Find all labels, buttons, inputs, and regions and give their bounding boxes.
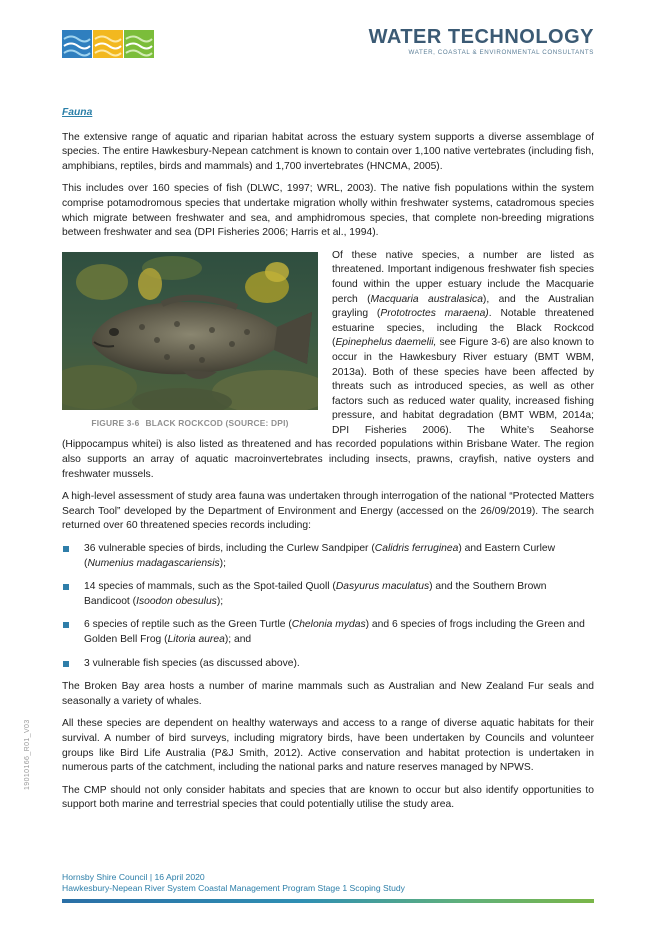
figure-caption (62, 416, 318, 431)
document-code: 19010166_R01_V03 (24, 719, 31, 790)
threatened-species-list (62, 542, 594, 671)
text-run: Of these native species, a number are listed as threatened. Important indigenous freshwater fish species found within the upper estuary include the Macquarie perch ( (332, 249, 594, 305)
paragraph-fish: This includes over 160 species of fish (DLWC, 1997; WRL, 2003). The native fish populations within the system comprise potamodromous species that undertake migration wholly within freshwater systems, catadromous species which migrate between freshwater and sea, and amphidromous species, that complete non-breeding migrations between freshwater and sea (DPI Fisheries 2006; Harris et al., 1994). (62, 183, 594, 239)
text-run: 6 species of reptile such as the Green Turtle ( (84, 619, 292, 631)
bullet-square-icon (63, 546, 69, 552)
species-name: Dasyurus maculatus (335, 581, 430, 593)
species-name: Macquaria australasica (370, 293, 483, 305)
brand-name: WATER TECHNOLOGY (368, 26, 594, 48)
figure-black-rockcod (62, 252, 318, 431)
main-content (62, 106, 594, 821)
footer-line-2: Hawkesbury-Nepean River System Coastal Management Program Stage 1 Scoping Study (62, 883, 405, 893)
text-run: ) and 6 species of frogs including the Green and Golden Bell Frog ( (84, 619, 585, 645)
black-rockcod-photo (62, 252, 318, 410)
list-item (62, 618, 594, 647)
species-name: Calidris ferruginea (374, 543, 459, 555)
paragraph-broken-bay: The Broken Bay area hosts a number of marine mammals such as Australian and New Zealand Fur seals and seasonally a variety of whales. (62, 681, 594, 707)
paragraph-assessment: A high-level assessment of study area fauna was undertaken through interrogation of the national “Protected Matters Search Tool” developed by the Department of Environment and Energy (accessed on the 26/09/2019). The search returned over 60 threatened species records including: (62, 491, 594, 532)
text-run: ); (216, 595, 224, 607)
text-run: ) and Eastern Curlew ( (84, 543, 556, 569)
species-name: Numenius madagascariensis (87, 557, 220, 569)
brand-tagline: WATER, COASTAL & ENVIRONMENTAL CONSULTANTS (408, 49, 594, 56)
species-name: Prototroctes maraena) (380, 308, 489, 320)
text-run: 3 vulnerable fish species (as discussed above). (84, 657, 300, 669)
text-run: . Notable threatened estuarine species, including the Black Rockcod ( (332, 308, 594, 349)
brand-block (369, 26, 594, 56)
footer-line-1: Hornsby Shire Council | 16 April 2020 (62, 872, 205, 882)
species-name: Chelonia mydas (291, 619, 366, 631)
text-run: ) and the Southern Brown Bandicoot ( (84, 581, 547, 607)
list-item (62, 542, 594, 571)
paragraph-cmp: The CMP should not only consider habitats and species that are known to occur but also identify opportunities to support both marine and terrestrial species that could potentially utilise the study area. (62, 784, 594, 811)
text-run: 36 vulnerable species of birds, including the Curlew Sandpiper ( (84, 543, 375, 555)
company-logo-graphic (62, 30, 154, 58)
paragraph-intro: The extensive range of aquatic and riparian habitat across the estuary system supports a diverse assemblage of species. The entire Hawkesbury-Nepean catchment is known to contain over 1,100 native vertebrates (including fish, amphibians, reptiles, birds and mammals) and 1,700 invertebrates (HNCMA, 2005). (62, 131, 594, 172)
species-name: Isoodon obesulus (136, 595, 217, 607)
list-item (62, 657, 594, 672)
text-run: ); and (224, 634, 252, 645)
page-footer (62, 872, 405, 894)
bullet-square-icon (63, 622, 69, 628)
paragraph-habitats: All these species are dependent on healthy waterways and access to a range of diverse aquatic habitats for their survival. A number of bird surveys, including migratory birds, have been undertaken by Councils and volunteer groups like Bird Life Australia (P&J Smith, 2012). Active conservation and habitat protection is undertaken in numerous parts of the catchment, including the national parks and nature reserves managed by NPWS. (62, 718, 594, 774)
species-name: Litoria aurea (167, 634, 225, 645)
text-run: 14 species of mammals, such as the Spot-tailed Quoll ( (84, 581, 336, 593)
section-heading: Fauna (62, 107, 93, 118)
footer-color-bar (62, 899, 594, 903)
species-name: Epinephelus daemelii, (335, 337, 437, 349)
bullet-square-icon (63, 661, 69, 667)
bullet-square-icon (63, 584, 69, 590)
figure-number: FIGURE 3-6 (91, 417, 140, 428)
text-run: ), and the Australian grayling ( (332, 293, 594, 320)
text-run: see Figure 3-6) are also known to occur in the Hawkesbury River estuary (BMT WBM, 2013a). Both of these species have been affected by threats such as introduced species, as well as other factors such as reduced water quality, increased fishing pressure, and habitat degradation (BMT WBM, 2014a; DPI Fisheries 2006). The White’s Seahorse (Hippocampus whitei) is also listed as threatened and has recorded populations within Brisbane Water. The region also supports an array of aquatic macroinvertebrates including insects, prawns, crayfish, native oysters and freshwater mussels. (62, 337, 595, 480)
figure-caption-text: BLACK ROCKCOD (SOURCE: DPI) (145, 417, 289, 428)
list-item (62, 580, 594, 609)
text-run: ); (219, 557, 226, 569)
